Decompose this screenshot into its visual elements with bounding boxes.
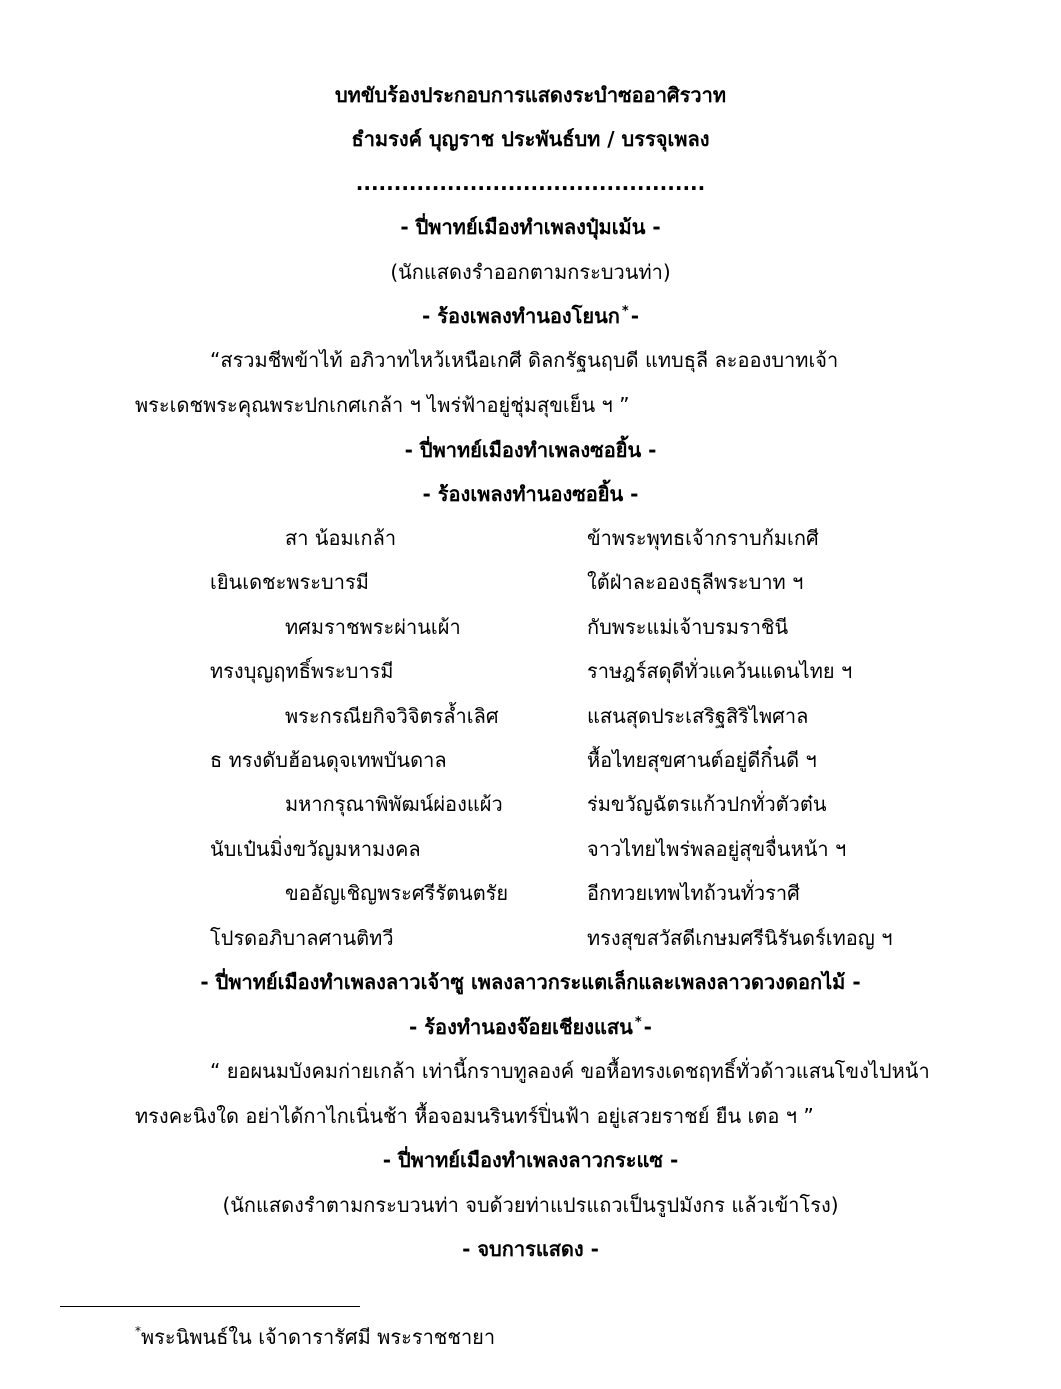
author-credit: ธำมรงค์ บุญราช ประพันธ์บท / บรรจุเพลง — [351, 127, 710, 151]
verse-right: หื้อไทยสุขศานต์อยู่ดีกิ๋นดี ฯ — [587, 748, 817, 772]
section-heading-soyin-music: - ปี่พาทย์เมืองทำเพลงซอยิ้น - — [404, 438, 657, 462]
footnote-divider — [60, 1306, 360, 1307]
dotted-divider: .............................................. — [355, 171, 706, 195]
verse-left: ขออัญเชิญพระศรีรัตนตรัย — [285, 881, 509, 905]
stage-direction-exit: (นักแสดงรำตามกระบวนท่า จบด้วยท่าแปรแถวเป็นรูปมังกร แล้วเข้าโรง) — [222, 1193, 839, 1217]
verse-right: ข้าพระพุทธเจ้ากราบก้มเกศี — [587, 526, 819, 550]
verse-right: แสนสุดประเสริฐสิริไพศาล — [587, 704, 809, 728]
verse-right: ร่มขวัญฉัตรแก้วปกทั่วตัวต๋น — [587, 792, 827, 816]
verse-right: ทรงสุขสวัสดีเกษมศรีนิรันดร์เทอญ ฯ — [587, 926, 893, 950]
prose-line: พระเดชพระคุณพระปกเกศเกล้า ฯ ไพร่ฟ้าอยู่ชุ่มสุขเย็น ฯ ” — [135, 393, 630, 417]
verse-left: พระกรณียกิจวิจิตรล้ำเลิศ — [285, 704, 499, 728]
footnote-marker: * — [634, 1015, 642, 1030]
section-heading-yonok-text: - ร้องเพลงทำนองโยนก — [421, 304, 620, 328]
section-heading-end: - จบการแสดง - — [462, 1237, 599, 1261]
verse-left: โปรดอภิบาลศานติทวี — [210, 926, 394, 950]
heading-dash: - — [630, 304, 640, 328]
document-title: บทขับร้องประกอบการแสดงระบำซออาศิรวาท — [334, 83, 726, 107]
section-heading-soyin-song: - ร้องเพลงทำนองซอยิ้น - — [422, 482, 639, 506]
section-heading-lao-krasae: - ปี่พาทย์เมืองทำเพลงลาวกระแซ - — [382, 1148, 679, 1172]
verse-right: ราษฎร์สดุดีทั่วแคว้นแดนไทย ฯ — [587, 659, 853, 683]
heading-dash: - — [643, 1015, 652, 1039]
section-heading-yonok — [0, 301, 1061, 335]
verse-left: สา น้อมเกล้า — [285, 526, 397, 550]
verse-left: ทรงบุญฤทธิ์พระบารมี — [210, 659, 394, 683]
verse-left: มหากรุณาพิพัฒน์ผ่องแผ้ว — [285, 792, 503, 816]
footnote-marker: * — [135, 1324, 141, 1338]
stage-direction-enter: (นักแสดงรำออกตามกระบวนท่า) — [390, 260, 671, 284]
prose-line: ทรงคะนิงใด อย่าได้กาไกเนิ่นช้า หื้อจอมนรินทร์ปิ่นฟ้า อยู่เสวยราชย์ ยืน เตอ ฯ ” — [135, 1104, 814, 1128]
verse-left: นับเป๋นมิ่งขวัญมหามงคล — [210, 837, 421, 861]
verse-left: เยินเดชะพระบารมี — [210, 570, 369, 594]
verse-left: ทศมราชพระผ่านเผ้า — [285, 615, 461, 639]
section-heading-joi-chiangsaen — [0, 1012, 1061, 1046]
verse-left: ธ ทรงดับฮ้อนดุจเทพบันดาล — [210, 748, 447, 772]
verse-right: กับพระแม่เจ้าบรมราชินี — [587, 615, 789, 639]
footnote-marker: * — [621, 304, 629, 319]
verse-right: อีกทวยเทพไทถ้วนทั่วราศี — [587, 881, 800, 905]
section-heading-lao-songs: - ปี่พาทย์เมืองทำเพลงลาวเจ้าซู เพลงลาวกระแตเล็กและเพลงลาวดวงดอกไม้ - — [200, 970, 861, 994]
verse-right: จาวไทยไพร่พลอยู่สุขจื่นหน้า ฯ — [587, 837, 847, 861]
prose-line: “สรวมชีพข้าไท้ อภิวาทไหว้เหนือเกศี ดิลกรัฐนฤบดี แทบธุลี ละอองบาทเจ้า — [210, 348, 839, 372]
section-heading-joi-text: - ร้องทำนองจ๊อยเชียงแสน — [409, 1015, 633, 1039]
verse-right: ใต้ฝ่าละอองธุลีพระบาท ฯ — [587, 570, 804, 594]
footnote — [135, 1322, 495, 1355]
footnote-text: พระนิพนธ์ใน เจ้าดารารัศมี พระราชชายา — [141, 1325, 496, 1349]
prose-line: “ ยอผนมบังคมก่ายเกล้า เท่านี้กราบทูลองค์ ขอหื้อทรงเดชฤทธิ์ทั่วด้าวแสนโขงไปหน้า — [210, 1059, 930, 1083]
section-heading-pummen: - ปี่พาทย์เมืองทำเพลงปุ๋มเม้น - — [400, 215, 661, 239]
